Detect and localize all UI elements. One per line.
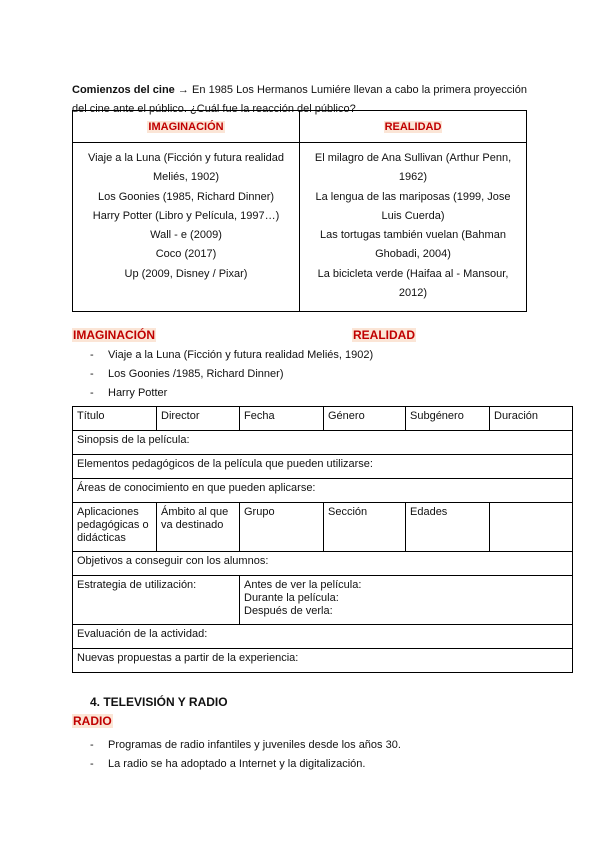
cell-aplicaciones: Aplicaciones pedagógicas o didácticas: [73, 503, 157, 552]
realidad-cell: [300, 143, 527, 312]
film-sheet-table: [72, 406, 573, 673]
cell-seccion: Sección: [324, 503, 406, 552]
imaginacion-list: [90, 346, 373, 403]
row-objetivos: Objetivos a conseguir con los alumnos:: [73, 552, 573, 576]
col-titulo: Título: [73, 407, 157, 431]
list-item: - Viaje a la Luna (Ficción y futura realidad Meliés, 1902): [90, 346, 373, 365]
list-item: Viaje a la Luna (Ficción y futura realidad Meliés, 1902): [87, 152, 285, 184]
list-item: - Los Goonies /1985, Richard Dinner): [90, 365, 373, 384]
list-item: El milagro de Ana Sullivan (Arthur Penn, 1962): [314, 152, 512, 184]
list-item: La bicicleta verde (Haifaa al - Mansour, 2012): [317, 267, 509, 300]
col-genero: Género: [324, 407, 406, 431]
list-item: - Harry Potter: [90, 384, 373, 403]
header-realidad: REALIDAD: [300, 111, 527, 143]
list-item: Wall - e (2009): [150, 229, 222, 242]
intro-bold: Comienzos del cine: [72, 84, 175, 96]
col-director: Director: [157, 407, 240, 431]
col-fecha: Fecha: [240, 407, 324, 431]
list-item: Los Goonies (1985, Richard Dinner): [97, 190, 275, 203]
list-item: - Programas de radio infantiles y juveniles desde los años 30.: [90, 736, 401, 755]
radio-label: RADIO: [73, 714, 112, 728]
list-item: Coco (2017): [155, 248, 217, 261]
label-realidad: REALIDAD: [353, 328, 415, 342]
col-duracion: Duración: [490, 407, 573, 431]
radio-list: [90, 736, 401, 774]
row-propuestas: Nuevas propuestas a partir de la experiencia:: [73, 649, 573, 673]
row-elementos: Elementos pedagógicos de la película que pueden utilizarse:: [73, 455, 573, 479]
cell-edades: Edades: [406, 503, 490, 552]
cell-ambito: Ámbito al que va destinado: [157, 503, 240, 552]
imaginacion-cell: [73, 143, 300, 312]
cell-estrategia: Estrategia de utilización:: [73, 576, 240, 625]
row-areas: Áreas de conocimiento en que pueden aplicarse:: [73, 479, 573, 503]
intro-text: → En 1985 Los Hermanos Lumiére llevan a cabo la primera proyección del cine ante el público. ¿Cuál fue la reacción del público?: [72, 84, 527, 115]
list-item: Harry Potter (Libro y Película, 1997…): [92, 209, 280, 222]
list-item: - La radio se ha adoptado a Internet y la digitalización.: [90, 755, 401, 774]
section-heading: 4. TELEVISIÓN Y RADIO: [90, 695, 228, 709]
col-subgenero: Subgénero: [406, 407, 490, 431]
list-item: Up (2009, Disney / Pixar): [124, 267, 248, 280]
label-imaginacion: IMAGINACIÓN: [73, 328, 155, 342]
cell-momentos: Antes de ver la película: Durante la película: Después de verla:: [240, 576, 573, 625]
row-evaluacion: Evaluación de la actividad:: [73, 625, 573, 649]
cell-grupo: Grupo: [240, 503, 324, 552]
list-item: Las tortugas también vuelan (Bahman Ghobadi, 2004): [320, 229, 506, 261]
comparison-table: [72, 110, 527, 312]
cell-empty: [490, 503, 573, 552]
header-imaginacion: IMAGINACIÓN: [73, 111, 300, 143]
row-sinopsis: Sinopsis de la película:: [73, 431, 573, 455]
list-item: La lengua de las mariposas (1999, Jose Luis Cuerda): [315, 190, 511, 222]
